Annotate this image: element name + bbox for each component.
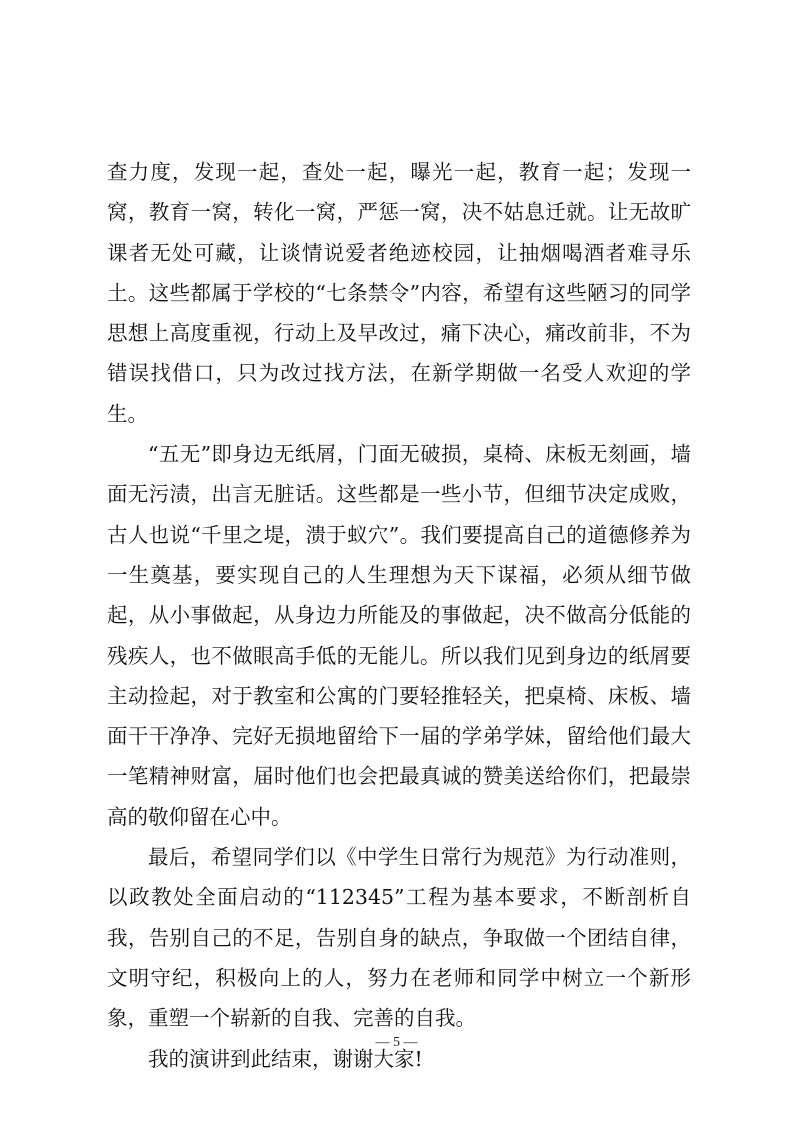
body-text xyxy=(107,152,691,1079)
paragraph: 我的演讲到此结束，谢谢大家! xyxy=(148,1046,423,1071)
paragraph: 查力度，发现一起，查处一起，曝光一起，教育一起；发现一窝，教育一窝，转化一窝，严惩一窝，决不姑息迁就。让无故旷课者无处可藏，让谈情说爱者绝迹校园，让抽烟喝酒者难寻乐土。这些都属于学校的“七条禁令”内容，希望有这些陋习的同学思想上高度重视，行动上及早改过，痛下决心，痛改前非，不为错误找借口，只为改过找方法，在新学期做一名受人欢迎的学生。 xyxy=(107,160,691,426)
page-number: — 5 — xyxy=(375,1035,418,1050)
paragraph: 最后，希望同学们以《中学生日常行为规范》为行动准则，以政教处全面启动的“112345”工程为基本要求，不断剖析自我，告别自己的不足，告别自身的缺点，争取做一个团结自律，文明守纪，积极向上的人，努力在老师和同学中树立一个新形象，重塑一个崭新的自我、完善的自我。 xyxy=(107,845,691,1031)
paragraph: “五无”即身边无纸屑，门面无破损，桌椅、床板无刻画，墙面无污渍，出言无脏话。这些都是一些小节，但细节决定成败，古人也说“千里之堤，溃于蚁穴”。我们要提高自己的道德修养为一生奠基，要实现自己的人生理想为天下谋福，必须从细节做起，从小事做起，从身边力所能及的事做起，决不做高分低能的残疾人，也不做眼高手低的无能儿。所以我们见到身边的纸屑要主动捡起，对于教室和公寓的门要轻推轻关，把桌椅、床板、墙面干干净净、完好无损地留给下一届的学弟学妹，留给他们最大一笔精神财富，届时他们也会把最真诚的赞美送给你们，把最崇高的敬仰留在心中。 xyxy=(107,442,691,829)
